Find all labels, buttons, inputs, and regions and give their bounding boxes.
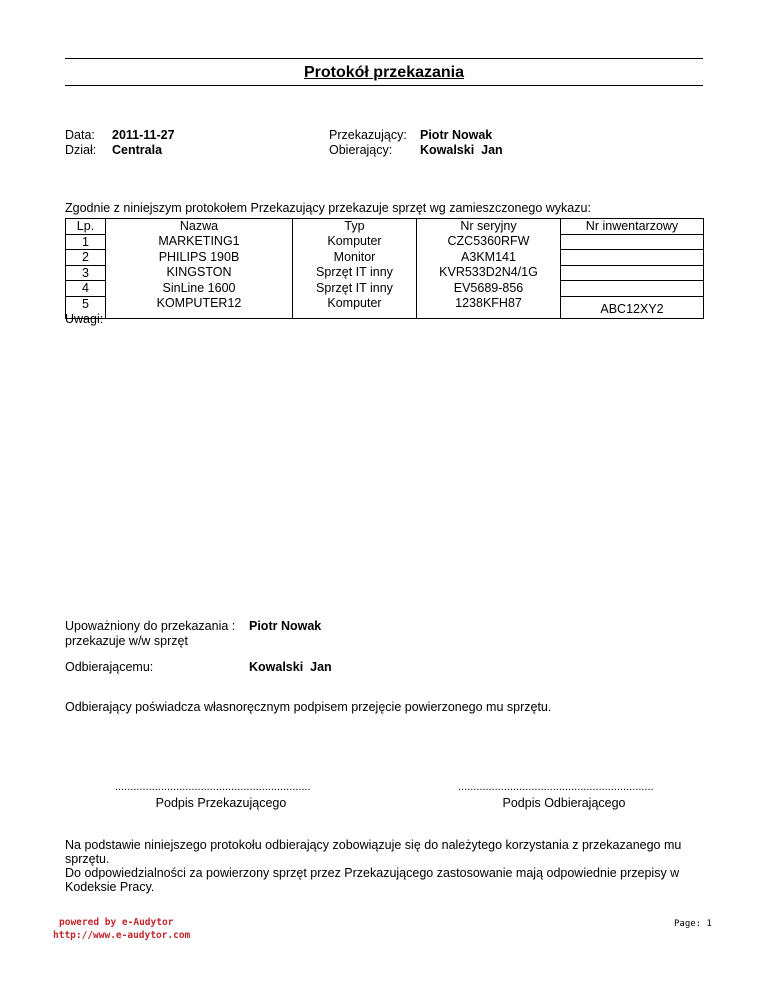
cell-name: SinLine 1600 [106, 281, 293, 297]
cell-serial: KVR533D2N4/1G [417, 265, 561, 281]
cell-lp: 4 [66, 281, 106, 297]
authorized-label-line1: Upoważniony do przekazania : [65, 619, 236, 633]
col-header-serial: Nr seryjny [417, 219, 561, 235]
intro-text: Zgodnie z niniejszym protokołem Przekazujący przekazuje sprzęt wg zamieszczonego wykazu: [65, 201, 591, 215]
cell-lp: 2 [66, 250, 106, 266]
title-rule-bottom [65, 85, 703, 86]
cell-serial: 1238KFH87 [417, 296, 561, 318]
signature-line-left: ................................................................ [115, 781, 311, 793]
receiver-block-value: Kowalski Jan [249, 660, 332, 674]
signature-line-right: ................................................................ [458, 781, 654, 793]
table-row [66, 265, 704, 281]
authorized-label-line2: przekazuje w/w sprzęt [65, 634, 188, 648]
receiver-block-label: Odbierającemu: [65, 660, 154, 674]
receiver-label: Obierający: [329, 143, 393, 157]
cell-inventory [561, 265, 704, 281]
cell-lp: 3 [66, 265, 106, 281]
cell-name: KINGSTON [106, 265, 293, 281]
giver-value: Piotr Nowak [420, 128, 493, 142]
page-title: Protokół przekazania [303, 64, 465, 81]
cell-serial: CZC5360RFW [417, 234, 561, 250]
remarks-label: Uwagi: [65, 312, 104, 326]
signature-label-left: Podpis Przekazującego [155, 796, 287, 810]
col-header-inventory: Nr inwentarzowy [561, 219, 704, 235]
table-row [66, 281, 704, 297]
dept-value: Centrala [112, 143, 163, 157]
closing-line-4: Kodeksie Pracy. [65, 880, 155, 894]
cell-inventory: ABC12XY2 [561, 296, 704, 318]
cell-inventory [561, 250, 704, 266]
table-row [66, 250, 704, 266]
signature-label-right: Podpis Odbierającego [502, 796, 626, 810]
cell-type: Komputer [293, 296, 417, 318]
cell-inventory [561, 234, 704, 250]
cell-lp: 5 [66, 296, 106, 318]
cell-name: MARKETING1 [106, 234, 293, 250]
page-number: Page: 1 [674, 919, 712, 929]
table-row [66, 234, 704, 250]
closing-line-1: Na podstawie niniejszego protokołu odbierający zobowiązuje się do należytego korzystania z przekazanego mu [65, 838, 682, 852]
title-rule-top [65, 58, 703, 59]
cell-type: Sprzęt IT inny [293, 281, 417, 297]
col-header-type: Typ [293, 219, 417, 235]
confirmation-text: Odbierający poświadcza własnoręcznym podpisem przejęcie powierzonego mu sprzętu. [65, 700, 552, 714]
cell-inventory [561, 281, 704, 297]
footer-powered-by: powered by e-Audytor [59, 917, 174, 928]
col-header-name: Nazwa [106, 219, 293, 235]
giver-label: Przekazujący: [329, 128, 407, 142]
date-label: Data: [65, 128, 95, 142]
cell-serial: EV5689-856 [417, 281, 561, 297]
table-header-row [66, 219, 704, 235]
date-value: 2011-11-27 [112, 128, 175, 142]
closing-line-2: sprzętu. [65, 852, 110, 866]
cell-type: Monitor [293, 250, 417, 266]
cell-type: Sprzęt IT inny [293, 265, 417, 281]
cell-serial: A3KM141 [417, 250, 561, 266]
cell-name: PHILIPS 190B [106, 250, 293, 266]
equipment-table [65, 218, 704, 319]
table-row [66, 296, 704, 318]
col-header-lp: Lp. [66, 219, 106, 235]
closing-line-3: Do odpowiedzialności za powierzony sprzęt przez Przekazującego zastosowanie mają odpowiednie przepisy w [65, 866, 680, 880]
cell-type: Komputer [293, 234, 417, 250]
footer-url-link[interactable]: http://www.e-audytor.com [53, 930, 191, 941]
receiver-value: Kowalski Jan [420, 143, 503, 157]
cell-lp: 1 [66, 234, 106, 250]
authorized-value: Piotr Nowak [249, 619, 322, 633]
dept-label: Dział: [65, 143, 97, 157]
cell-name: KOMPUTER12 [106, 296, 293, 318]
